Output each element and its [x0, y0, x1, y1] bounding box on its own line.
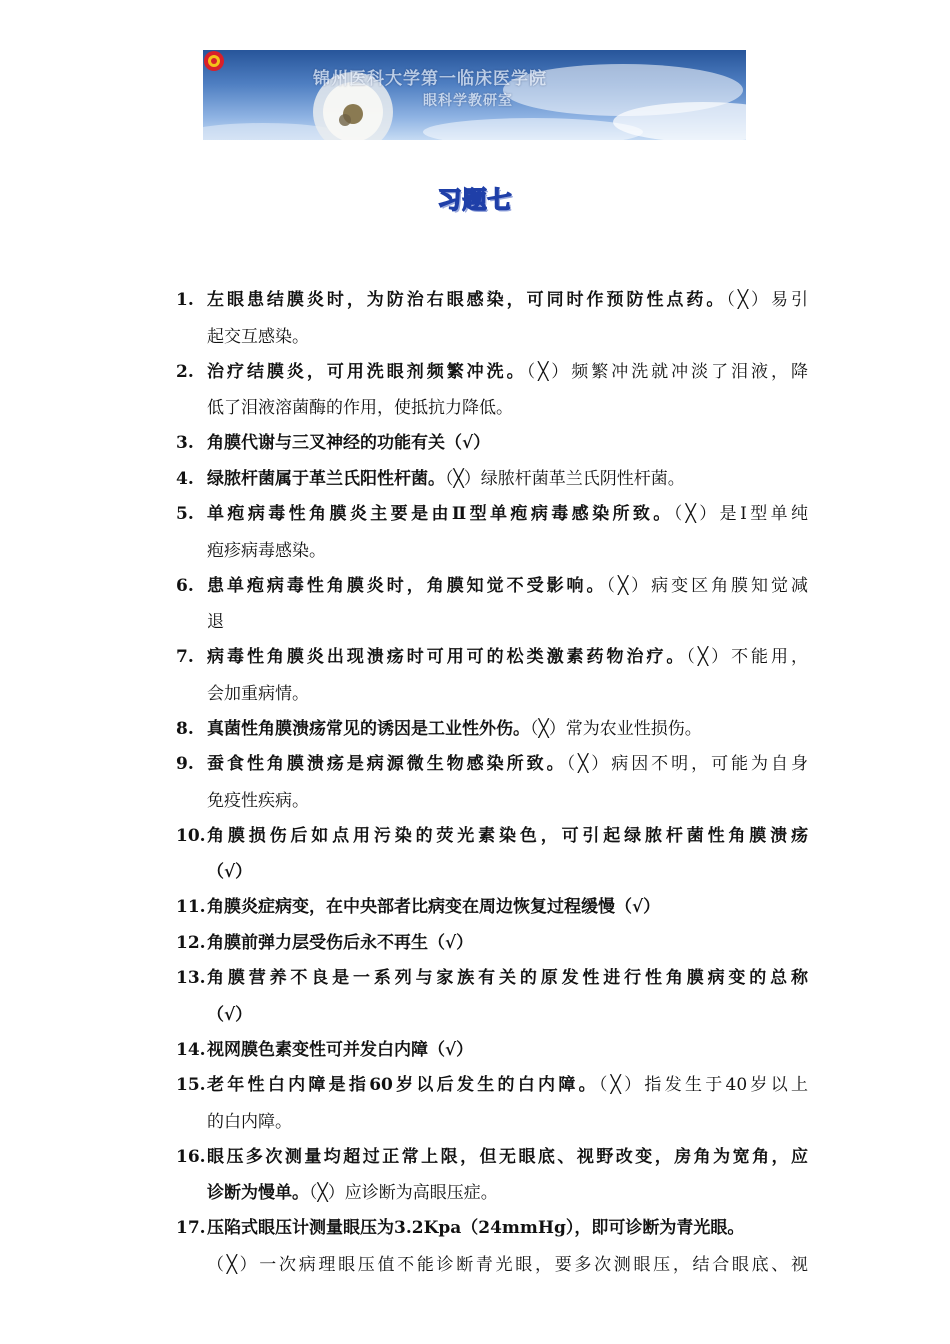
question-line: [176, 1104, 808, 1140]
question-item: [176, 1211, 808, 1283]
question-item: [176, 497, 808, 569]
question-statement: 角膜损伤后如点用污染的荧光素染色，可引起绿脓杆菌性角膜溃疡: [207, 825, 808, 846]
header-banner: [203, 50, 746, 140]
question-statement: 压陷式眼压计测量眼压为3.2Kpa（24mmHg），即可诊断为青光眼。: [207, 1218, 745, 1238]
question-text: [207, 390, 808, 426]
question-text: [207, 1033, 808, 1069]
question-line: [176, 390, 808, 426]
question-text: [207, 1140, 808, 1176]
answer-explanation: （╳）频繁冲洗就冲淡了泪液，降: [526, 361, 809, 382]
question-line: [176, 640, 808, 676]
answer-explanation: （╳）绿脓杆菌革兰氏阴性杆菌。: [445, 468, 685, 489]
question-text: [207, 819, 808, 855]
question-number: 16.: [176, 1146, 206, 1167]
banner-subtitle: 眼科学教研室: [423, 93, 513, 109]
question-text: [207, 890, 808, 926]
question-text: [207, 426, 808, 462]
question-text: [207, 1104, 808, 1140]
question-text: [207, 533, 808, 569]
question-text: [207, 283, 808, 319]
question-line: [176, 462, 808, 498]
question-text: [207, 676, 808, 712]
question-line: [176, 890, 808, 926]
question-item: [176, 747, 808, 819]
question-line: [176, 1068, 808, 1104]
question-list: [176, 283, 808, 1283]
question-line: [176, 1140, 808, 1176]
question-text: [207, 712, 808, 748]
question-line: [176, 997, 808, 1033]
answer-explanation: （╳）应诊断为高眼压症。: [309, 1183, 498, 1203]
question-number: 17.: [176, 1218, 206, 1238]
question-item: [176, 569, 808, 641]
question-item: [176, 961, 808, 1033]
question-statement: 诊断为慢单。: [207, 1183, 309, 1203]
question-line: [176, 426, 808, 462]
answer-explanation: 低了泪液溶菌酶的作用，使抵抗力降低。: [207, 398, 513, 418]
question-item: [176, 1033, 808, 1069]
answer-explanation: （╳）一次病理眼压值不能诊断青光眼，要多次测眼压，结合眼底、视: [207, 1254, 808, 1275]
question-line: [176, 533, 808, 569]
answer-explanation: （╳）病变区角膜知觉减: [606, 575, 808, 596]
question-line: [176, 497, 808, 533]
question-text: [207, 1247, 808, 1283]
question-text: [207, 926, 808, 962]
answer-explanation: 的白内障。: [207, 1111, 292, 1132]
question-statement: 老年性白内障是指60岁以后发生的白内障。: [207, 1075, 599, 1095]
answer-explanation: （╳）指发生于40岁以上: [598, 1075, 808, 1095]
question-line: [176, 1211, 808, 1247]
answer-explanation: （╳）常为农业性损伤。: [530, 718, 702, 739]
question-line: [176, 1175, 808, 1211]
question-line: [176, 783, 808, 819]
question-text: [207, 569, 808, 605]
question-number: 2.: [176, 361, 194, 382]
question-text: [207, 1211, 808, 1247]
answer-explanation: （╳）不能用，: [686, 647, 808, 667]
question-text: [207, 319, 808, 355]
question-item: [176, 462, 808, 498]
question-text: [207, 462, 808, 498]
question-text: [207, 497, 808, 533]
question-line: [176, 676, 808, 712]
question-statement: 角膜代谢与三叉神经的功能有关（√）: [207, 433, 491, 453]
question-line: [176, 712, 808, 748]
page-title: 习题七: [437, 186, 513, 214]
question-line: [176, 819, 808, 855]
question-line: [176, 747, 808, 783]
question-number: 7.: [176, 647, 194, 667]
question-statement: 角膜炎症病变，在中央部者比病变在周边恢复过程缓慢（√）: [207, 897, 661, 917]
question-statement: 绿脓杆菌属于革兰氏阳性杆菌。: [207, 468, 445, 489]
question-line: [176, 355, 808, 391]
question-number: 6.: [176, 575, 194, 596]
question-line: [176, 854, 808, 890]
question-statement: 角膜前弹力层受伤后永不再生（√）: [207, 932, 474, 953]
question-number: 13.: [176, 968, 206, 988]
question-text: [207, 854, 808, 890]
question-number: 9.: [176, 754, 194, 774]
question-text: [207, 783, 808, 819]
question-statement: 角膜营养不良是一系列与家族有关的原发性进行性角膜病变的总称: [207, 968, 808, 988]
question-item: [176, 640, 808, 712]
question-line: [176, 1247, 808, 1283]
question-text: [207, 355, 808, 391]
answer-explanation: 免疫性疾病。: [207, 790, 309, 811]
answer-explanation: （╳）病因不明，可能为自身: [566, 754, 809, 774]
question-line: [176, 319, 808, 355]
question-statement: 治疗结膜炎，可用洗眼剂频繁冲洗。: [207, 361, 527, 382]
question-statement: 真菌性角膜溃疡常见的诱因是工业性外伤。: [207, 718, 530, 739]
university-logo-icon: [203, 50, 225, 72]
question-line: [176, 961, 808, 997]
question-line: [176, 1033, 808, 1069]
question-text: [207, 640, 808, 676]
answer-explanation: （╳）易引: [726, 290, 808, 310]
question-statement: 病毒性角膜炎出现溃疡时可用可的松类激素药物治疗。: [207, 647, 687, 667]
question-item: [176, 1068, 808, 1140]
question-statement: 视网膜色素变性可并发白内障（√）: [207, 1039, 474, 1060]
question-line: [176, 283, 808, 319]
answer-explanation: 退: [207, 612, 224, 632]
question-line: [176, 926, 808, 962]
banner-title: 锦州医科大学第一临床医学院: [313, 69, 547, 89]
question-item: [176, 283, 808, 355]
question-item: [176, 819, 808, 891]
answer-explanation: （╳）是Ⅰ型单纯: [673, 504, 809, 524]
question-statement: 单疱病毒性角膜炎主要是由Ⅱ型单疱病毒感染所致。: [207, 504, 674, 524]
question-number: 3.: [176, 433, 194, 453]
question-text: [207, 997, 808, 1033]
question-line: [176, 604, 808, 640]
question-item: [176, 1140, 808, 1212]
question-item: [176, 355, 808, 427]
question-number: 4.: [176, 468, 194, 489]
question-statement: （√）: [207, 862, 253, 882]
question-item: [176, 890, 808, 926]
question-text: [207, 961, 808, 997]
question-text: [207, 1068, 808, 1104]
question-item: [176, 926, 808, 962]
question-text: [207, 747, 808, 783]
question-number: 8.: [176, 718, 194, 739]
answer-explanation: 会加重病情。: [207, 683, 309, 704]
question-number: 1.: [176, 290, 194, 310]
question-statement: 左眼患结膜炎时，为防治右眼感染，可同时作预防性点药。: [207, 290, 727, 310]
question-number: 5.: [176, 504, 194, 524]
answer-explanation: 疱疹病毒感染。: [207, 540, 326, 561]
question-statement: 蚕食性角膜溃疡是病源微生物感染所致。: [207, 754, 567, 774]
question-text: [207, 1175, 808, 1211]
question-number: 12.: [176, 932, 206, 953]
question-item: [176, 712, 808, 748]
question-number: 14.: [176, 1039, 206, 1060]
question-number: 10.: [176, 825, 206, 846]
question-statement: 眼压多次测量均超过正常上限，但无眼底、视野改变，房角为宽角，应: [207, 1146, 808, 1167]
answer-explanation: 起交互感染。: [207, 326, 309, 347]
question-text: [207, 604, 808, 640]
question-item: [176, 426, 808, 462]
question-statement: （√）: [207, 1004, 253, 1025]
question-number: 15.: [176, 1075, 206, 1095]
question-statement: 患单疱病毒性角膜炎时，角膜知觉不受影响。: [207, 575, 607, 596]
question-number: 11.: [176, 897, 206, 917]
question-line: [176, 569, 808, 605]
